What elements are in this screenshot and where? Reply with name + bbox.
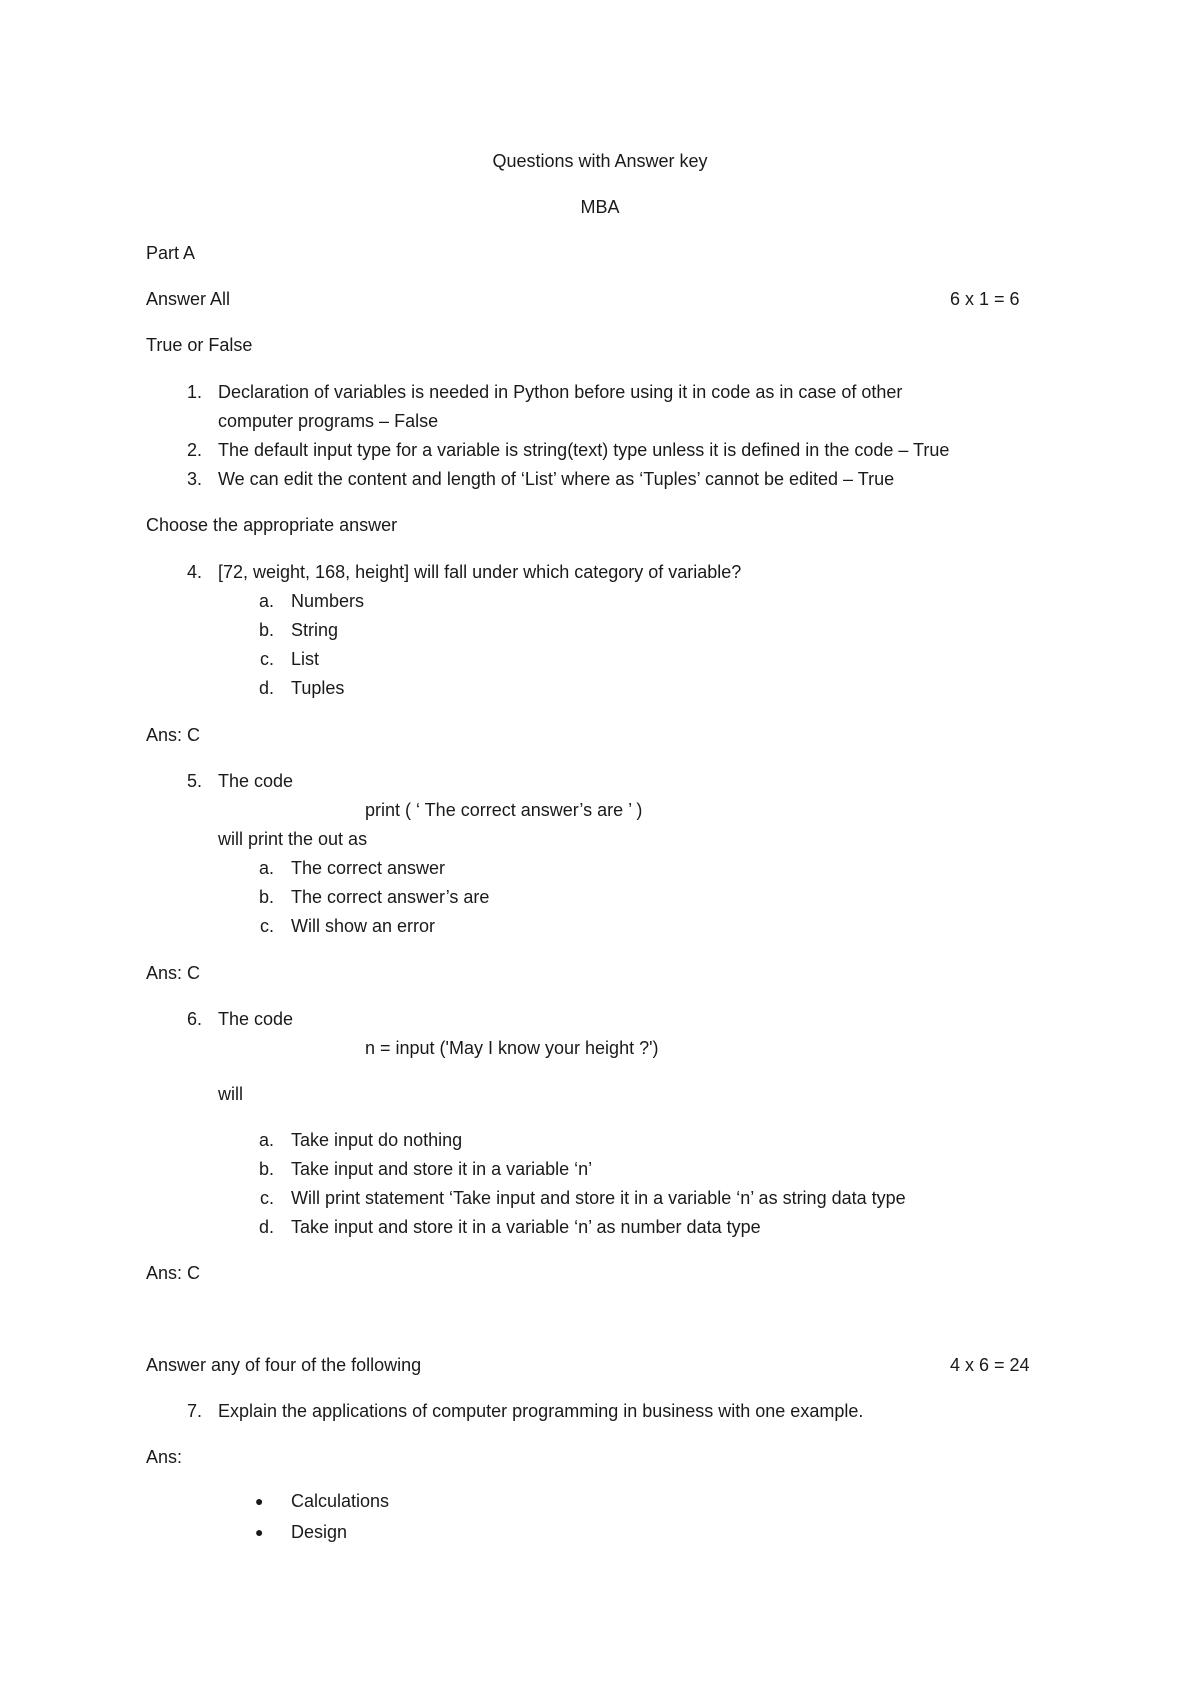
question-number: 4. xyxy=(186,562,202,582)
option-letter: d. xyxy=(258,1217,274,1237)
instruction-text: Answer any of four of the following xyxy=(146,1355,422,1375)
option-text: Numbers xyxy=(291,591,365,611)
option-letter: a. xyxy=(258,858,274,878)
question-text: The code xyxy=(218,771,294,791)
marks-text: 6 x 1 = 6 xyxy=(950,289,1020,309)
option-text: Will show an error xyxy=(291,916,436,936)
option-text: List xyxy=(291,649,320,669)
option-letter: b. xyxy=(258,887,274,907)
option-letter: c. xyxy=(259,916,274,936)
option-letter: c. xyxy=(259,1188,274,1208)
question-text: We can edit the content and length of ‘List’ where as ‘Tuples’ cannot be edited – True xyxy=(218,469,895,489)
option-letter: b. xyxy=(258,1159,274,1179)
instruction-text: Answer All xyxy=(146,289,231,309)
question-text: The code xyxy=(218,1009,294,1029)
section-heading: Choose the appropriate answer xyxy=(146,515,398,535)
answer-text: Ans: C xyxy=(146,1263,201,1283)
option-text: Will print statement ‘Take input and store it in a variable ‘n’ as string data type xyxy=(291,1188,906,1208)
option-letter: b. xyxy=(258,620,274,640)
option-letter: d. xyxy=(258,678,274,698)
option-text: String xyxy=(291,620,339,640)
question-number: 1. xyxy=(186,382,202,402)
answer-text: Ans: C xyxy=(146,963,201,983)
answer-label: Ans: xyxy=(146,1447,183,1467)
option-text: The correct answer’s are xyxy=(291,887,490,907)
question-number: 5. xyxy=(186,771,202,791)
option-letter: a. xyxy=(258,1130,274,1150)
question-followup: will xyxy=(218,1084,243,1104)
part-label: Part A xyxy=(146,243,196,263)
option-text: Take input and store it in a variable ‘n’ as number data type xyxy=(291,1217,761,1237)
section-heading: True or False xyxy=(146,335,253,355)
option-text: Take input do nothing xyxy=(291,1130,463,1150)
answer-text: Ans: C xyxy=(146,725,201,745)
question-number: 7. xyxy=(186,1401,202,1421)
list-item: Design xyxy=(291,1522,348,1542)
question-text: Declaration of variables is needed in Python before using it in code as in case of other xyxy=(218,382,903,402)
list-item: Calculations xyxy=(291,1491,390,1511)
question-number: 3. xyxy=(186,469,202,489)
option-letter: a. xyxy=(258,591,274,611)
bullet-icon: ● xyxy=(255,1524,264,1540)
question-text: The default input type for a variable is string(text) type unless it is defined in the code – True xyxy=(218,440,950,460)
marks-text: 4 x 6 = 24 xyxy=(950,1355,1030,1375)
option-text: Take input and store it in a variable ‘n’ xyxy=(291,1159,593,1179)
question-text: Explain the applications of computer programming in business with one example. xyxy=(218,1401,864,1421)
question-text: [72, weight, 168, height] will fall under which category of variable? xyxy=(218,562,742,582)
question-number: 2. xyxy=(186,440,202,460)
code-snippet: n = input ('May I know your height ?') xyxy=(365,1038,659,1058)
question-number: 6. xyxy=(186,1009,202,1029)
option-text: Tuples xyxy=(291,678,345,698)
document-title: Questions with Answer key xyxy=(492,151,708,171)
question-text-continued: computer programs – False xyxy=(218,411,439,431)
option-letter: c. xyxy=(259,649,274,669)
document-subtitle: MBA xyxy=(580,197,620,217)
option-text: The correct answer xyxy=(291,858,446,878)
bullet-icon: ● xyxy=(255,1493,264,1509)
code-snippet: print ( ‘ The correct answer’s are ’ ) xyxy=(365,800,643,820)
question-followup: will print the out as xyxy=(218,829,368,849)
